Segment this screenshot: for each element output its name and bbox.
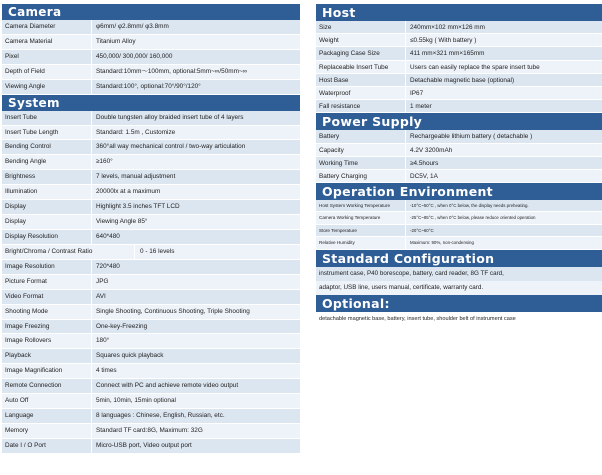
row-key: Depth of Field — [2, 65, 92, 79]
table-row — [316, 157, 602, 170]
row-value: 450,000/ 300,000/ 160,000 — [96, 52, 173, 60]
power-section-header: Power Supply — [316, 113, 602, 130]
row-value: AVI — [96, 292, 106, 300]
table-row — [2, 320, 300, 335]
row-value: 20000lx at a maximum — [96, 188, 161, 196]
row-value: Squares quick playback — [96, 352, 164, 360]
row-value: -10°C~50°C , when 0°C below, the display needs preheating. — [410, 203, 529, 209]
row-value: Standard TF card:8G, Maximum: 32G — [96, 426, 203, 434]
row-value: 0 - 16 levels — [140, 247, 175, 255]
row-key: Memory — [2, 424, 92, 438]
table-row — [316, 61, 602, 74]
row-value: 8 languages : Chinese, English, Russian, etc. — [96, 412, 225, 420]
row-key: Bright/Chroma / Contrast Ratio — [2, 245, 135, 259]
row-key: Viewing Angle — [2, 80, 92, 94]
row-value: Standard: 1.5m , Customize — [96, 128, 176, 136]
table-row — [2, 260, 300, 275]
row-key: Brightness — [2, 170, 92, 184]
row-key: Playback — [2, 349, 92, 363]
table-row — [316, 200, 602, 212]
row-value: 240mm×102 mm×126 mm — [410, 24, 485, 31]
table-row — [2, 170, 300, 185]
row-key: Shooting Mode — [2, 305, 92, 319]
row-value: Highlight 3.5 inches TFT LCD — [96, 203, 180, 211]
row-value: Detachable magnetic base (optional) — [410, 76, 515, 84]
table-row — [2, 349, 300, 364]
row-key: Waterproof — [316, 87, 406, 99]
row-key: Video Format — [2, 290, 92, 304]
row-key: Size — [316, 21, 406, 33]
row-key: Display — [2, 200, 92, 214]
row-key: Image Rollovers — [2, 334, 92, 348]
table-row — [2, 200, 300, 215]
left-column — [2, 4, 300, 454]
row-key: Bending Angle — [2, 155, 92, 169]
table-row — [316, 74, 602, 87]
row-key: Pixel — [2, 50, 92, 64]
row-value: Micro-USB port, Video output port — [96, 441, 192, 449]
table-row — [2, 35, 300, 50]
row-value: Connect with PC and achieve remote video output — [96, 382, 239, 390]
row-value: 180° — [96, 337, 110, 345]
table-row — [2, 185, 300, 200]
table-row — [2, 290, 300, 305]
row-value: -25°C~85°C , when 0°C below, please reduce oriented operation — [410, 215, 536, 221]
row-key: Battery — [316, 130, 406, 142]
table-row — [2, 111, 300, 126]
row-value: Maximum: 90%, non-condensing — [410, 240, 474, 246]
table-row — [2, 379, 300, 394]
row-key: Insert Tube Length — [2, 126, 92, 140]
power-table — [316, 130, 602, 183]
row-key: Camera Material — [2, 35, 92, 49]
row-key: Packaging Case Size — [316, 47, 406, 59]
standard-config-line: instrument case, P40 borescope, battery, card reader, 8G TF card, — [316, 267, 602, 281]
row-value: DC5V, 1A — [410, 172, 438, 180]
standard-config-line: adaptor, USB line, users manual, certificate, warranty card. — [316, 281, 602, 295]
table-row — [2, 140, 300, 155]
row-key: Host System Working Temperature — [316, 200, 406, 211]
table-row — [2, 215, 300, 230]
table-row — [316, 87, 602, 100]
table-row — [2, 439, 300, 454]
row-key: Remote Connection — [2, 379, 92, 393]
row-key: Image Resolution — [2, 260, 92, 274]
row-value: ≥160° — [96, 158, 113, 166]
row-key: Replaceable Insert Tube — [316, 61, 406, 73]
row-value: 640*480 — [96, 232, 120, 240]
row-key: Battery Charging — [316, 170, 406, 182]
row-value: Single Shooting, Continuous Shooting, Triple Shooting — [96, 307, 250, 315]
table-row — [2, 409, 300, 424]
table-row — [2, 275, 300, 290]
row-value: 411 mm×321 mm×165mm — [410, 50, 485, 58]
table-row — [316, 130, 602, 143]
row-value: Users can easily replace the spare insert tube — [410, 63, 540, 71]
table-row — [2, 394, 300, 409]
row-key: Capacity — [316, 144, 406, 156]
row-value: One-key-Freezing — [96, 322, 148, 330]
row-key: Language — [2, 409, 92, 423]
row-value: 7 levels, manual adjustment — [96, 173, 176, 181]
row-key: Weight — [316, 34, 406, 46]
row-key: Illumination — [2, 185, 92, 199]
table-row — [2, 305, 300, 320]
table-row — [316, 21, 602, 34]
table-row — [2, 334, 300, 349]
table-row — [316, 47, 602, 60]
right-column — [316, 4, 602, 326]
table-row — [316, 170, 602, 183]
table-row — [316, 34, 602, 47]
row-value: 4 times — [96, 367, 117, 375]
row-value: ≥4.5hours — [410, 159, 439, 167]
host-section-header: Host — [316, 4, 602, 21]
row-value: -20°C~60°C — [410, 227, 434, 233]
row-key: Relative Humidity — [316, 237, 406, 248]
row-value: Standard:10mm～100mm, optional:5mm~∞/50mm~∞ — [96, 67, 248, 75]
row-value: ≤0.55kg ( With battery ) — [410, 37, 477, 45]
environment-section-header: Operation Environment — [316, 183, 602, 200]
row-value: Titanium Alloy — [96, 37, 136, 45]
row-value: IP67 — [410, 89, 424, 97]
optional-header: Optional: — [316, 295, 602, 312]
row-value: 720*480 — [96, 262, 120, 270]
row-value: 360°all way mechanical control / two-way articulation — [96, 143, 246, 151]
table-row — [2, 126, 300, 141]
row-key: Bending Control — [2, 140, 92, 154]
table-row — [2, 364, 300, 379]
standard-config-header: Standard Configuration — [316, 250, 602, 267]
row-key: Picture Format — [2, 275, 92, 289]
row-key: Image Freezing — [2, 320, 92, 334]
table-row — [316, 144, 602, 157]
row-key: Camera Working Temperature — [316, 212, 406, 223]
row-value: Double tungsten alloy braided insert tube of 4 layers — [96, 113, 244, 121]
table-row — [2, 155, 300, 170]
system-section-header: System — [2, 95, 300, 111]
environment-table — [316, 200, 602, 250]
row-key: Fall resistance — [316, 100, 406, 112]
row-key: Host Base — [316, 74, 406, 86]
row-value: 1 meter — [410, 103, 432, 111]
camera-section-header: Camera — [2, 4, 300, 20]
row-key: Camera Diameter — [2, 20, 92, 34]
host-table — [316, 21, 602, 113]
row-key: Date I / O Port — [2, 439, 92, 453]
row-value: Rechargeable lithium battery ( detachable ) — [410, 133, 533, 141]
row-key: Display Resolution — [2, 230, 92, 244]
row-value: φ6mm/ φ2.8mm/ φ3.8mm — [96, 23, 169, 30]
row-value: Standard:100°, optional:70°/90°/120° — [96, 82, 201, 90]
row-key: Working Time — [316, 157, 406, 169]
table-row — [316, 225, 602, 237]
table-row — [2, 20, 300, 35]
table-row — [2, 424, 300, 439]
table-row — [2, 230, 300, 245]
table-row — [2, 80, 300, 95]
row-key: Image Magnification — [2, 364, 92, 378]
table-row — [2, 245, 300, 260]
system-table — [2, 111, 300, 454]
row-key: Store Temperature — [316, 225, 406, 236]
table-row — [316, 100, 602, 113]
table-row — [2, 50, 300, 65]
table-row — [316, 237, 602, 249]
row-key: Auto Off — [2, 394, 92, 408]
optional-line: detachable magnetic base, battery, insert tube, shoulder belt of instrument case — [316, 312, 602, 326]
row-key: Insert Tube — [2, 111, 92, 125]
table-row — [2, 65, 300, 80]
row-value: Viewing Angle 85° — [96, 218, 148, 226]
row-value: JPG — [96, 277, 109, 285]
row-value: 5min, 10min, 15min optional — [96, 397, 176, 405]
row-value: 4.2V 3200mAh — [410, 146, 453, 154]
table-row — [316, 212, 602, 224]
camera-table — [2, 20, 300, 95]
row-key: Display — [2, 215, 92, 229]
